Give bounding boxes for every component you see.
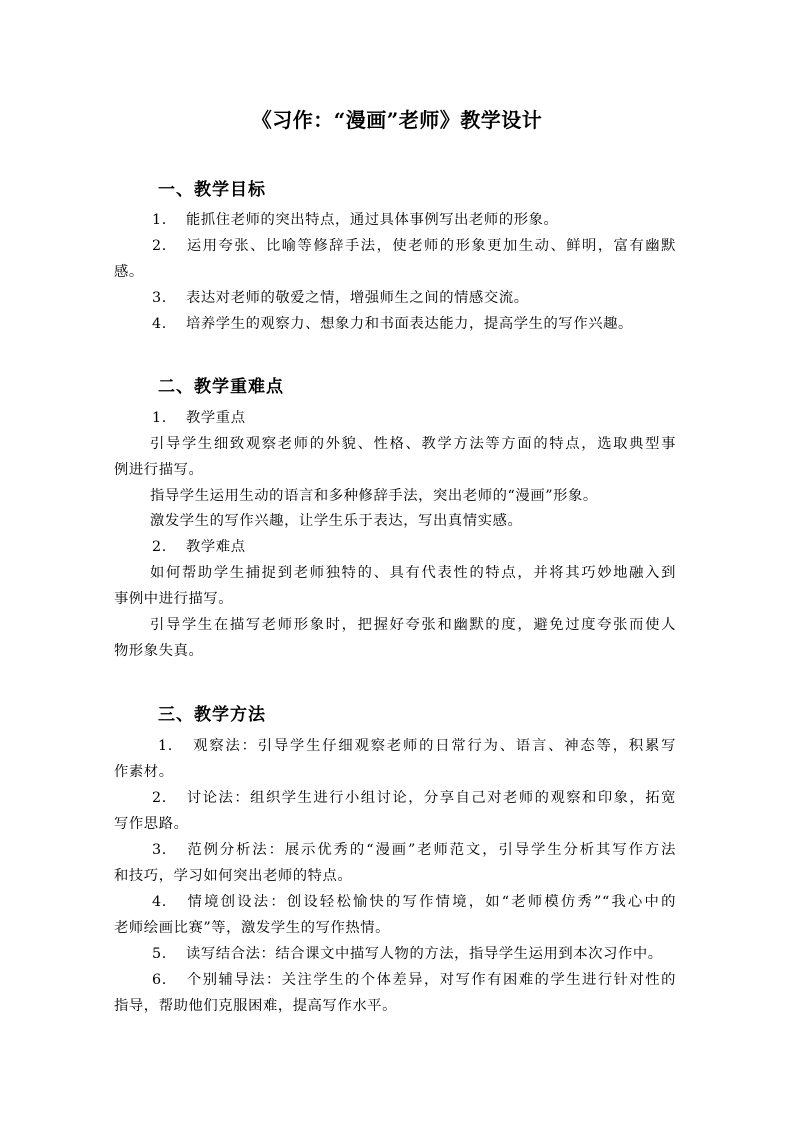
section-heading-methods: 三、教学方法 xyxy=(158,705,266,725)
key-point-paragraph-2: 指导学生运用生动的语言和多种修辞手法，突出老师的“漫画”形象。 xyxy=(150,488,598,504)
key-point-paragraph-1: 引导学生细致观察老师的外貌、性格、教学方法等方面的特点，选取典型事 xyxy=(150,436,676,452)
method-item-2 xyxy=(152,788,676,808)
item-text: 个别辅导法：关注学生的个体差异，对写作有困难的学生进行针对性的 xyxy=(186,972,676,988)
item-number: 2. xyxy=(152,238,167,254)
item-text: 能抓住老师的突出特点，通过具体事例写出老师的形象。 xyxy=(186,212,559,228)
method-item-4 xyxy=(152,892,676,912)
item-number: 3. xyxy=(152,290,167,306)
item-number: 2. xyxy=(152,790,167,806)
method-item-5 xyxy=(152,944,676,964)
method-item-1-cont: 作素材。 xyxy=(114,764,174,780)
item-number: 1. xyxy=(158,738,173,754)
item-number: 1. xyxy=(152,212,167,228)
difficulty-paragraph-2-cont: 物形象失真。 xyxy=(114,643,204,659)
item-number: 4. xyxy=(152,316,167,332)
goal-item-2-cont: 感。 xyxy=(114,264,144,280)
method-item-2-cont: 写作思路。 xyxy=(114,816,189,832)
key-point-paragraph-1-cont: 例进行描写。 xyxy=(114,462,204,478)
item-number: 2. xyxy=(152,539,167,555)
difficulty-paragraph-1: 如何帮助学生捕捉到老师独特的、具有代表性的特点，并将其巧妙地融入到 xyxy=(150,565,676,581)
item-number: 4. xyxy=(152,894,167,910)
item-number: 1. xyxy=(152,410,167,426)
method-item-3 xyxy=(152,840,676,860)
item-text: 教学难点 xyxy=(186,539,246,555)
item-text: 教学重点 xyxy=(186,410,246,426)
item-text: 读写结合法：结合课文中描写人物的方法，指导学生运用到本次习作中。 xyxy=(186,946,663,962)
goal-item-1 xyxy=(152,210,676,230)
method-item-1 xyxy=(158,736,676,756)
method-item-6-cont: 指导，帮助他们克服困难，提高写作水平。 xyxy=(114,998,398,1014)
difficulty-paragraph-2: 引导学生在描写老师形象时，把握好夸张和幽默的度，避免过度夸张而使人 xyxy=(150,617,676,633)
item-text: 培养学生的观察力、想象力和书面表达能力，提高学生的写作兴趣。 xyxy=(186,316,633,332)
section-heading-goals: 一、教学目标 xyxy=(158,180,266,200)
goal-item-2 xyxy=(152,236,676,256)
item-number: 3. xyxy=(152,842,167,858)
goal-item-3 xyxy=(152,288,676,308)
item-number: 6. xyxy=(152,972,167,988)
item-text: 范例分析法：展示优秀的“漫画”老师范文，引导学生分析其写作方法 xyxy=(186,842,676,858)
key-point-subheading xyxy=(152,408,676,428)
item-text: 表达对老师的敬爱之情，增强师生之间的情感交流。 xyxy=(186,290,529,306)
method-item-4-cont: 老师绘画比赛”等，激发学生的写作热情。 xyxy=(114,920,391,936)
difficulty-subheading xyxy=(152,537,676,557)
method-item-3-cont: 和技巧，学习如何突出老师的特点。 xyxy=(114,868,353,884)
document-title: 《习作：“漫画”老师》教学设计 xyxy=(251,108,543,132)
section-heading-key-points: 二、教学重难点 xyxy=(158,377,284,397)
goal-item-4 xyxy=(152,314,676,334)
item-text: 观察法：引导学生仔细观察老师的日常行为、语言、神态等，积累写 xyxy=(192,738,676,754)
item-text: 讨论法：组织学生进行小组讨论，分享自己对老师的观察和印象，拓宽 xyxy=(186,790,676,806)
item-text: 运用夸张、比喻等修辞手法，使老师的形象更加生动、鲜明，富有幽默 xyxy=(186,238,676,254)
key-point-paragraph-3: 激发学生的写作兴趣，让学生乐于表达，写出真情实感。 xyxy=(150,513,523,529)
item-number: 5. xyxy=(152,946,167,962)
difficulty-paragraph-1-cont: 事例中进行描写。 xyxy=(114,591,234,607)
item-text: 情境创设法：创设轻松愉快的写作情境，如“老师模仿秀”“我心中的 xyxy=(186,894,676,910)
method-item-6 xyxy=(152,970,676,990)
